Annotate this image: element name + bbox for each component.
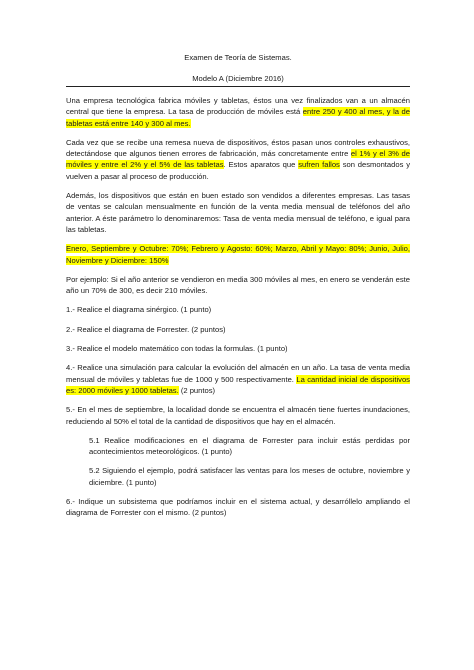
question-4-text: 4.- Realice una simulación para calcular la evolución del almacén en un año. La tasa de venta media mensual de móviles y tabletas fue de 1000 y 500 respectivamente. xyxy=(66,363,410,384)
intro-paragraph-4 xyxy=(66,243,410,266)
question-5-2: 5.2 Siguiendo el ejemplo, podrá satisfacer las ventas para los meses de octubre, noviembre y diciembre. (1 punto) xyxy=(89,466,410,487)
question-6: 6.- Indique un subsistema que podríamos incluir en el sistema actual, y desarróllelo ampliando el diagrama de Forrester con el mismo. (2 puntos) xyxy=(66,497,410,518)
intro-p2-highlight-1: el 1% y el 3% de móviles y entre el 2% y el 5% de las tabletas xyxy=(66,149,410,170)
exam-model-subtitle: Modelo A (Diciembre 2016) xyxy=(192,74,284,83)
intro-paragraph-3: Además, los dispositivos que están en buen estado son vendidos a diferentes empresas. Las tasas de ventas se calculan mensualmente en función de la venta media mensual de teléfonos del año anterior. A éste parámetro lo denominaremos: Tasa de venta media mensual de teléfono, e igual para las tabletas. xyxy=(66,191,410,234)
intro-p2-highlight-2: sufren fallos xyxy=(298,160,340,170)
intro-p2-text-b: . Estos aparatos que xyxy=(223,160,299,170)
question-4 xyxy=(66,362,410,396)
question-3: 3.- Realice el modelo matemático con todas la formulas. (1 punto) xyxy=(66,344,288,354)
intro-paragraph-5: Por ejemplo: Si el año anterior se vendieron en media 300 móviles al mes, en enero se venderán este año un 70% de 300, es decir 210 móviles. xyxy=(66,274,410,296)
question-2: 2.- Realice el diagrama de Forrester. (2 puntos) xyxy=(66,324,226,334)
intro-p1-highlight: entre 250 y 400 al mes, y la de tabletas está entre 140 y 300 al mes. xyxy=(66,107,411,128)
intro-p2-text-a: Cada vez que se recibe una remesa nueva de dispositivos, éstos pasan unos controles exhaustivos, detectándose que algunos tienen errores de fabricación, más concretamente entre xyxy=(66,137,410,159)
intro-paragraph-2 xyxy=(66,137,410,182)
question-4-points: (2 puntos) xyxy=(178,385,216,395)
question-5-1: 5.1 Realice modificaciones en el diagrama de Forrester para incluir estás perdidas por acontecimientos meteorológicos. (1 punto) xyxy=(89,435,410,457)
intro-p1-text: Una empresa tecnológica fabrica móviles y tabletas, éstos una vez finalizados van a un almacén central que tiene la empresa. La tasa de producción de móviles está xyxy=(66,96,410,117)
title-divider xyxy=(66,86,410,87)
question-5: 5.- En el mes de septiembre, la localidad donde se encuentra el almacén tiene fuertes inundaciones, reduciendo al 50% el total de la cantidad de dispositivos que hay en el almacén. xyxy=(66,405,410,426)
question-1: 1.- Realice el diagrama sinérgico. (1 punto) xyxy=(66,305,212,315)
question-4-highlight: La cantidad inicial de dispositivos es: 2000 móviles y 1000 tabletas. xyxy=(66,374,410,395)
monthly-rates-highlight: Enero, Septiembre y Octubre: 70%; Febrero y Agosto: 60%; Marzo, Abril y Mayo: 80%; Junio, Julio, Noviembre y Diciembre: 150% xyxy=(66,244,410,265)
intro-paragraph-1 xyxy=(66,95,410,129)
exam-title: Examen de Teoría de Sistemas. xyxy=(184,53,292,62)
intro-p2-text-c: son desmontados y vuelven a pasar al proceso de producción. xyxy=(66,160,410,181)
